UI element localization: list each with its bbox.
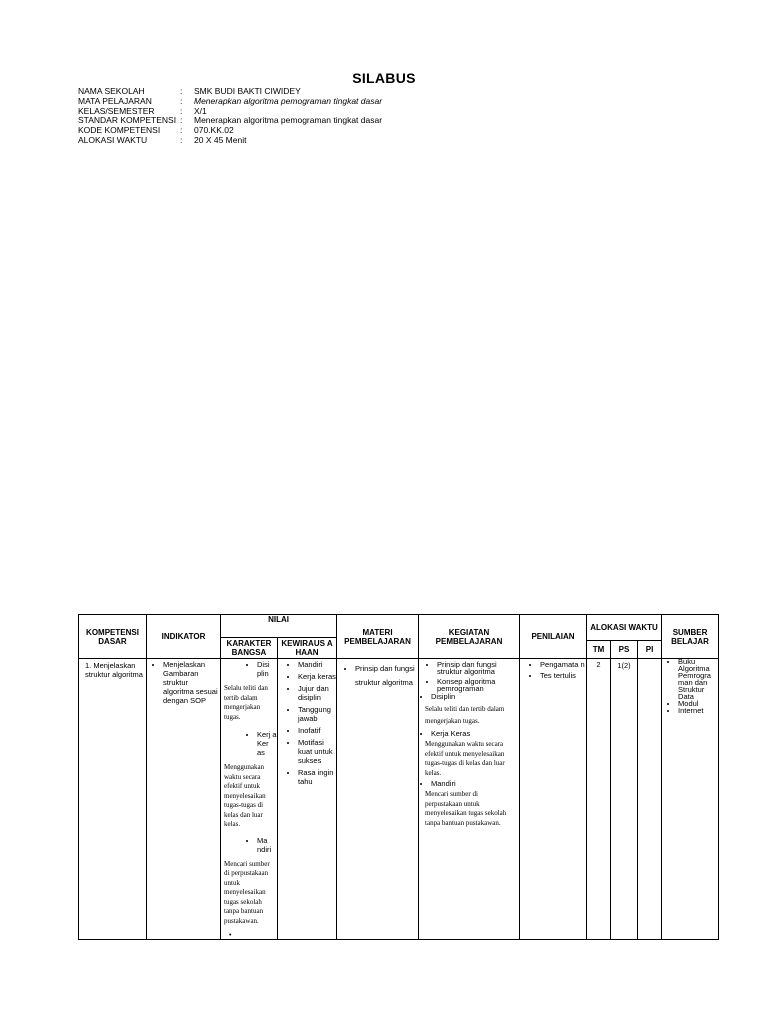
cell-penilaian: [520, 659, 587, 940]
kegiatan-nilai-list: [419, 729, 519, 738]
list-item: • Menjelaskan Gambaran struktur algoritma sesuai dengan SOP: [163, 660, 220, 705]
materi-list: [337, 662, 418, 690]
info-colon: :: [180, 125, 183, 136]
info-value: SMK BUDI BAKTI CIWIDEY: [194, 86, 301, 96]
info-colon: :: [180, 95, 183, 106]
karakter-list: [221, 836, 277, 854]
header-penilaian: PENILAIAN: [520, 615, 587, 659]
list-item: • Pengamata n: [540, 660, 586, 669]
indikator-list: [147, 660, 220, 705]
cell-tm: [587, 659, 611, 940]
syllabus-table: [78, 614, 719, 940]
karakter-list: [221, 660, 277, 678]
header-indikator: INDIKATOR: [147, 615, 221, 659]
header-alokasi: ALOKASI WAKTU: [587, 615, 662, 641]
cell-kegiatan: [419, 659, 520, 940]
list-item: • Kerja keras: [298, 672, 336, 681]
list-item: • Mandiri: [431, 779, 519, 788]
header-kompetensi: KOMPETENSI DASAR: [79, 615, 147, 659]
tm-value: 2: [596, 660, 601, 669]
list-item: • Kerja Keras: [431, 729, 519, 738]
cell-materi: [337, 659, 419, 940]
info-colon: :: [180, 105, 183, 116]
info-block: [78, 87, 382, 146]
list-item: • Prinsip dan fungsi struktur algoritma: [437, 661, 519, 675]
info-label: KODE KOMPETENSI: [78, 125, 161, 136]
cell-kewirausahaan: [278, 659, 337, 940]
list-item: • Ma ndiri: [257, 836, 277, 854]
header-kegiatan: KEGIATAN PEMBELAJARAN: [419, 615, 520, 659]
header-pi: PI: [638, 641, 662, 659]
header-sumber: SUMBER BELAJAR: [662, 615, 719, 659]
info-value: Menerapkan algoritma pemograman tingkat dasar: [194, 115, 383, 126]
kompetensi-text: 1. Menjelaskan struktur algoritma: [85, 661, 143, 679]
info-row-time: [78, 136, 382, 146]
document-title: SILABUS: [352, 70, 416, 86]
header-tm: TM: [587, 641, 611, 659]
info-label: ALOKASI WAKTU: [78, 134, 148, 145]
list-item: • Modul: [678, 700, 718, 707]
kegiatan-kerja-keras-desc: Menggunakan waktu secara efektif untuk menyelesaikan tugas-tugas di kelas dan luar kelas.: [425, 740, 505, 777]
list-item: • Rasa ingin tahu: [298, 768, 336, 786]
info-value: 20 X 45 Menit: [194, 134, 247, 145]
info-value: 070.KK.02: [194, 125, 234, 136]
list-item: • Tanggung jawab: [298, 705, 336, 723]
list-item: • Prinsip dan fungsi struktur algoritma: [355, 662, 418, 690]
info-value: Menerapkan algoritma pemograman tingkat dasar: [194, 95, 383, 106]
header-materi: MATERI PEMBELAJARAN: [337, 615, 419, 659]
list-item: • Inofatif: [298, 726, 336, 735]
header-row-1: [79, 615, 719, 638]
cell-sumber: [662, 659, 719, 940]
header-karakter: KARAKTER BANGSA: [221, 638, 278, 659]
header-nilai: NILAI: [221, 615, 337, 638]
list-item: • Jujur dan disiplin: [298, 684, 336, 702]
cell-kompetensi: [79, 659, 147, 940]
cell-ps: [611, 659, 638, 940]
cell-indikator: [147, 659, 221, 940]
list-item: • Motifasi kuat untuk sukses: [298, 738, 336, 765]
info-label: KELAS/SEMESTER: [78, 105, 155, 116]
kegiatan-list: [419, 661, 519, 692]
karakter-mandiri-desc: Mencari sumber di perpustakaan untuk menyelesaikan tugas sekolah tanpa bantuan pustakawan.: [224, 859, 270, 925]
list-item: • Buku Algoritma Pemrogra man dan Struktur Data: [678, 659, 718, 701]
list-item: • Disi plin: [257, 660, 277, 678]
karakter-disiplin-desc: Selalu teliti dan tertib dalam mengerjakan tugas.: [224, 684, 268, 721]
info-label: MATA PELAJARAN: [78, 95, 152, 106]
list-item: • Kerj a Ker as: [257, 730, 277, 757]
info-colon: :: [180, 86, 183, 96]
bullet-icon: •: [229, 932, 232, 939]
info-value: X/1: [194, 105, 207, 116]
list-item: • Mandiri: [298, 660, 336, 669]
info-colon: :: [180, 134, 183, 145]
cell-karakter: [221, 659, 278, 940]
karakter-kerja-keras-desc: Menggunakan waktu secara efektif untuk menyelesaikan tugas-tugas di kelas dan luar kelas.: [224, 763, 266, 828]
list-item: • Disiplin: [431, 692, 519, 701]
penilaian-list: [520, 660, 586, 680]
ps-value: 1(2): [617, 661, 631, 670]
cell-pi: [638, 659, 662, 940]
kewirausahaan-list: [278, 660, 336, 786]
header-ps: PS: [611, 641, 638, 659]
list-item: • Konsep algoritma pemrograman: [437, 678, 519, 692]
kegiatan-disiplin-desc: Selalu teliti dan tertib dalam mengerjakan tugas.: [425, 705, 505, 725]
header-kewirausahaan: KEWIRAUS A HAAN: [278, 638, 337, 659]
list-item: • Internet: [678, 707, 718, 714]
info-label: STANDAR KOMPETENSI: [78, 115, 177, 126]
kegiatan-nilai-list: [419, 779, 519, 788]
kegiatan-nilai-list: [419, 692, 519, 701]
table-row: [79, 659, 719, 940]
sumber-list: [662, 659, 718, 715]
karakter-list: [221, 730, 277, 757]
info-colon: :: [180, 115, 183, 126]
info-label: NAMA SEKOLAH: [78, 86, 145, 96]
list-item: • Tes tertulis: [540, 671, 586, 680]
kegiatan-mandiri-desc: Mencari sumber di perpustakaan untuk menyelesaikan tugas sekolah tanpa bantuan pustakawan.: [425, 790, 507, 827]
